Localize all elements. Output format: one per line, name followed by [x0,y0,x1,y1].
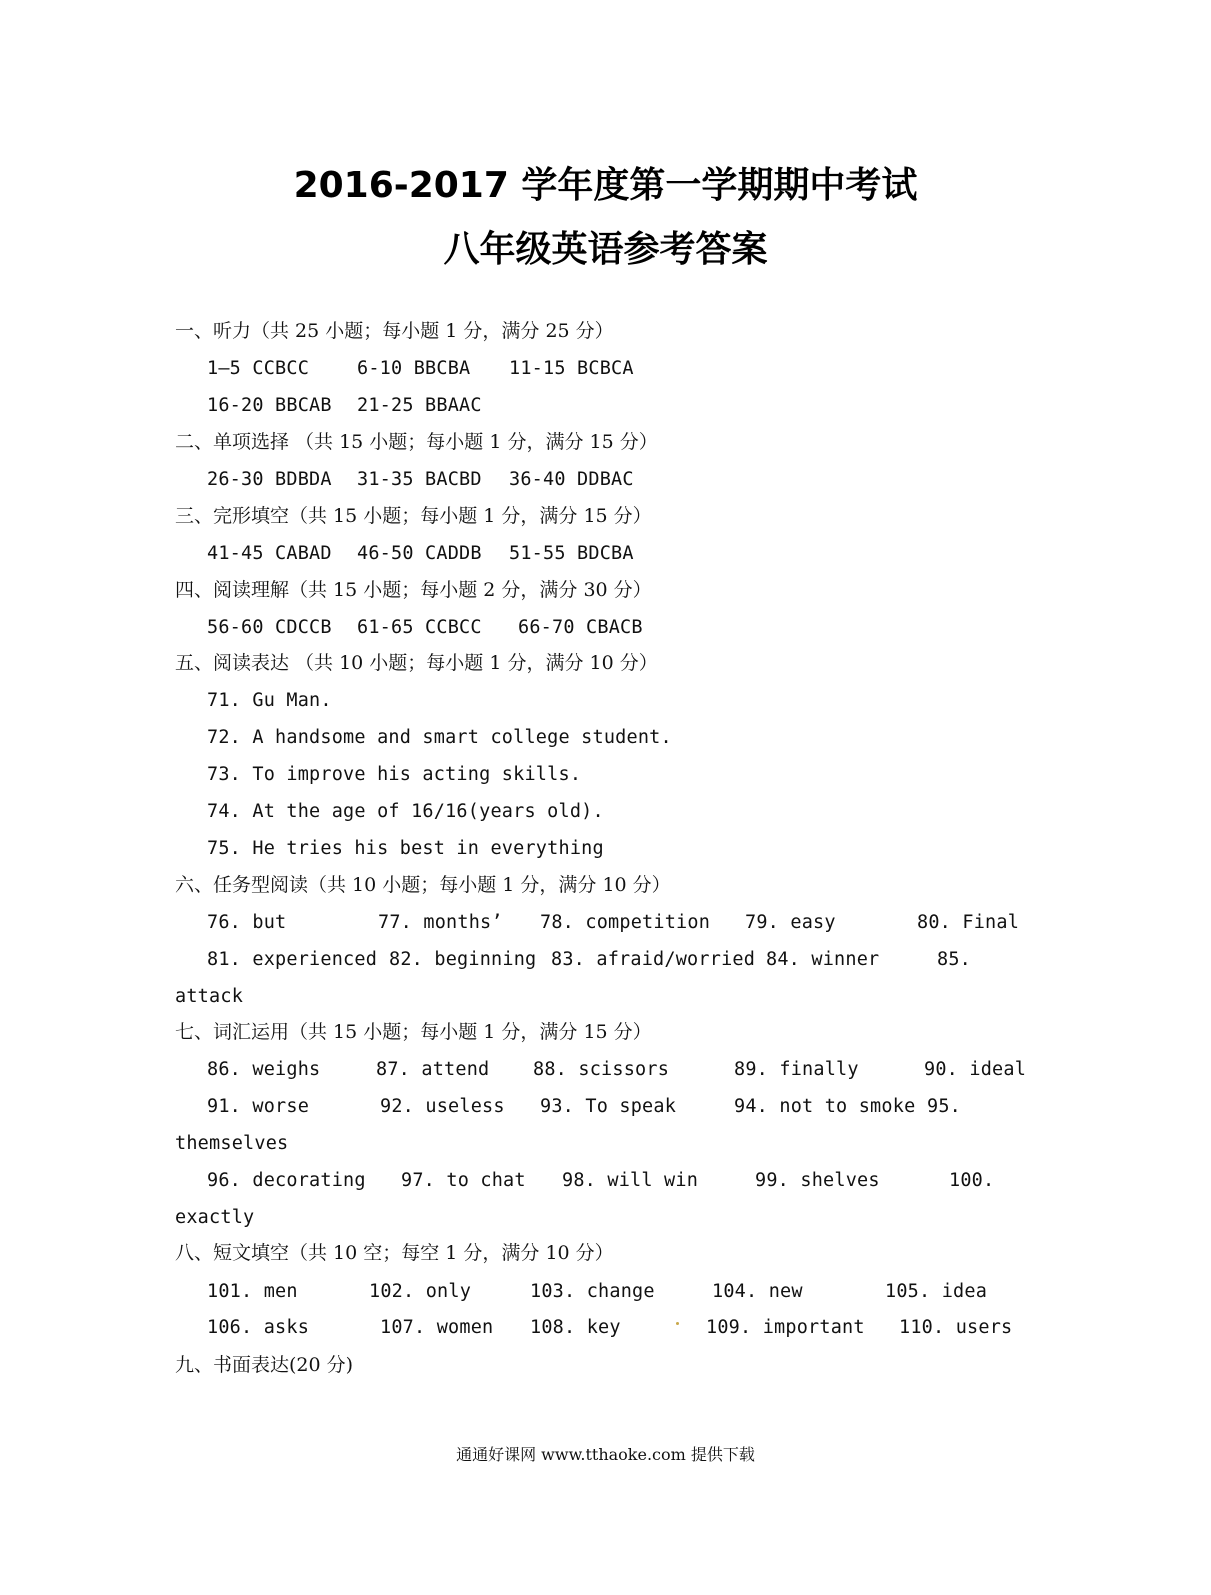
answer-item: 83. afraid/worried [551,949,756,970]
section-heading [0,1350,1211,1380]
answer-item: 21-25 BBAAC [357,395,482,416]
answer-row [0,908,1211,938]
heading-text: 五、阅读表达 （共 10 小题；每小题 1 分，满分 10 分） [175,652,658,674]
answer-item: 66-70 CBACB [518,617,643,638]
section-heading [0,1238,1211,1268]
answer-item: 75. He tries his best in everything [207,838,604,859]
heading-text: 四、阅读理解（共 15 小题；每小题 2 分，满分 30 分） [175,579,652,601]
answer-row [0,834,1211,864]
answer-item: 86. weighs [207,1059,321,1080]
heading-text: 六、任务型阅读（共 10 小题；每小题 1 分，满分 10 分） [175,874,671,896]
stray-dot-mark [676,1322,679,1325]
answer-item: 73. To improve his acting skills. [207,764,582,785]
answer-item: 94. not to smoke [734,1096,916,1117]
page-footer: 通通好课网 www.tthaoke.com 提供下载 [456,1445,755,1464]
answer-row [0,1129,1211,1159]
answer-item: 16-20 BBCAB [207,395,332,416]
heading-text: 七、词汇运用（共 15 小题；每小题 1 分，满分 15 分） [175,1021,652,1043]
section-heading [0,427,1211,457]
answer-item: 46-50 CADDB [357,543,482,564]
answer-item: 99. shelves [755,1170,880,1191]
answer-item: 41-45 CABAD [207,543,332,564]
answer-row [0,686,1211,716]
answer-item: 89. finally [734,1059,859,1080]
answer-item: 103. change [530,1281,655,1302]
section-heading [0,316,1211,346]
page-title: 2016-2017 学年度第一学期期中考试 [293,165,918,206]
answer-item: 77. months’ [378,912,503,933]
answer-item: 104. new [712,1281,803,1302]
answer-row [0,760,1211,790]
answer-item: 109. important [706,1317,865,1338]
answer-item: 110. users [899,1317,1013,1338]
answer-item: 71. Gu Man. [207,690,332,711]
heading-text: 三、完形填空（共 15 小题；每小题 1 分，满分 15 分） [175,505,652,527]
answer-item: 6-10 BBCBA [357,358,471,379]
answer-row [0,613,1211,643]
answer-item: 93. To speak [540,1096,677,1117]
answer-item: 102. only [369,1281,472,1302]
answer-row [0,723,1211,753]
answer-item: 79. easy [745,912,836,933]
heading-text: 一、听力（共 25 小题；每小题 1 分，满分 25 分） [175,320,614,342]
answer-item: 85. [937,949,972,970]
answer-row [0,1203,1211,1233]
answer-item: 91. worse [207,1096,310,1117]
answer-item: 31-35 BACBD [357,469,482,490]
answer-row [0,797,1211,827]
answer-item: 78. competition [540,912,711,933]
answer-row [0,1166,1211,1196]
section-heading [0,870,1211,900]
answer-item: 100. [949,1170,995,1191]
answer-item: 106. asks [207,1317,310,1338]
answer-item: 98. will win [562,1170,699,1191]
answer-item: 76. but [207,912,287,933]
section-heading [0,575,1211,605]
answer-item: 108. key [530,1317,621,1338]
answer-row [0,1055,1211,1085]
heading-text: 二、单项选择 （共 15 小题；每小题 1 分，满分 15 分） [175,431,658,453]
answer-row [0,539,1211,569]
section-heading [0,501,1211,531]
answer-row [0,982,1211,1012]
answer-item: 95. [927,1096,962,1117]
answer-item: 92. useless [380,1096,505,1117]
answer-item: 61-65 CCBCC [357,617,482,638]
answer-row [0,945,1211,975]
answer-row [0,391,1211,421]
answer-item: attack [175,986,244,1007]
answer-item: 90. ideal [924,1059,1027,1080]
section-heading [0,1017,1211,1047]
answer-item: 36-40 DDBAC [509,469,634,490]
answer-item: themselves [175,1133,289,1154]
answer-item: 96. decorating [207,1170,366,1191]
answer-item: 84. winner [766,949,880,970]
answer-row [0,354,1211,384]
answer-item: exactly [175,1207,255,1228]
answer-item: 88. scissors [533,1059,670,1080]
answer-item: 97. to chat [401,1170,526,1191]
page-subtitle: 八年级英语参考答案 [443,229,768,270]
answer-item: 101. men [207,1281,298,1302]
answer-item: 107. women [380,1317,494,1338]
section-heading [0,648,1211,678]
answer-item: 81. experienced [207,949,378,970]
heading-text: 九、书面表达(20 分) [175,1354,354,1376]
answer-item: 74. At the age of 16/16(years old). [207,801,604,822]
answer-item: 87. attend [376,1059,490,1080]
answer-row [0,1092,1211,1122]
answer-item: 105. idea [885,1281,988,1302]
answer-item: 72. A handsome and smart college student. [207,727,672,748]
answer-item: 56-60 CDCCB [207,617,332,638]
answer-item: 82. beginning [389,949,537,970]
heading-text: 八、短文填空（共 10 空；每空 1 分，满分 10 分） [175,1242,614,1264]
answer-item: 1—5 CCBCC [207,358,310,379]
answer-row [0,1277,1211,1307]
answer-row [0,1313,1211,1343]
answer-item: 80. Final [917,912,1020,933]
answer-item: 26-30 BDBDA [207,469,332,490]
answer-item: 51-55 BDCBA [509,543,634,564]
answer-item: 11-15 BCBCA [509,358,634,379]
answer-row [0,465,1211,495]
